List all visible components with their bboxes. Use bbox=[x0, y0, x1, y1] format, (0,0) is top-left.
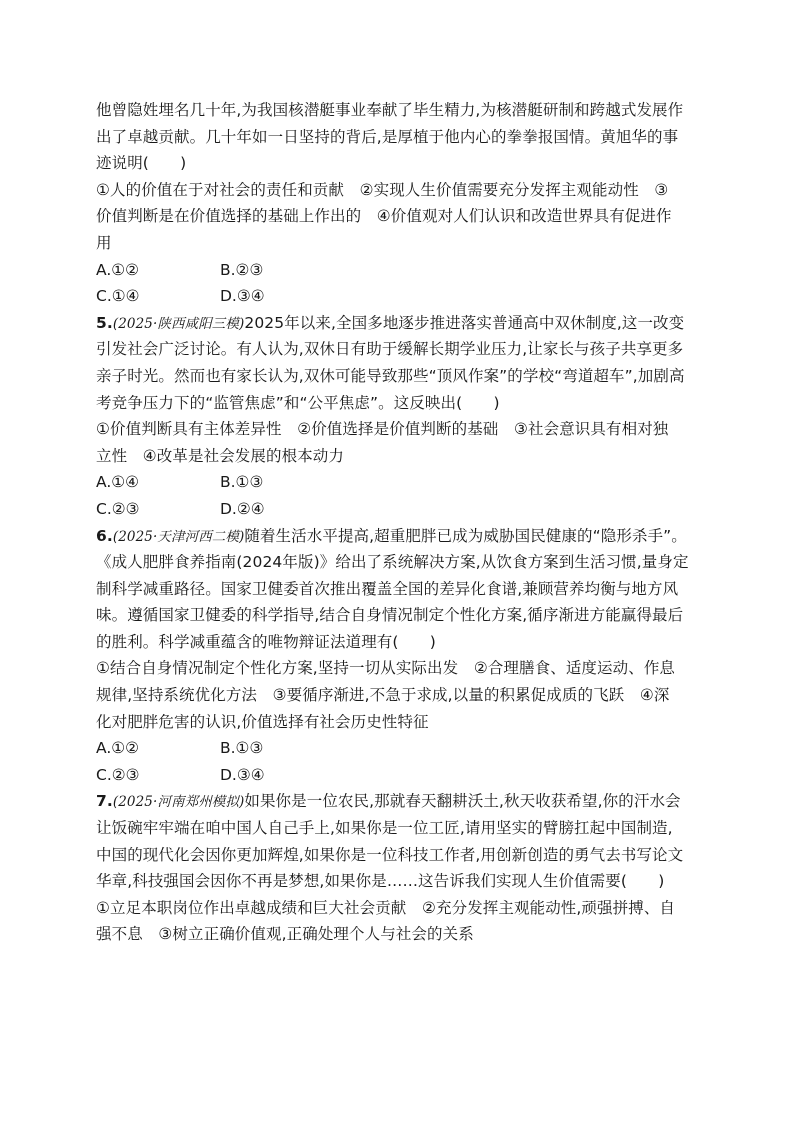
option-c[interactable]: C.②③ bbox=[96, 499, 140, 518]
question-4 bbox=[96, 97, 702, 310]
question-5-stem-line: 引发社会广泛讨论。有人认为,双休日有助于缓解长期学业压力,让家长与孩子共享更多 bbox=[96, 340, 684, 359]
question-6-stem-line: 味。遵循国家卫健委的科学指导,结合自身情况制定个性化方案,循序渐进方能赢得最后 bbox=[96, 606, 684, 625]
question-5-options-row bbox=[96, 496, 702, 523]
option-b[interactable]: B.①③ bbox=[220, 473, 264, 492]
question-7-stem-line: 让饭碗牢牢端在咱中国人自己手上,如果你是一位工匠,请用坚实的臂膀扛起中国制造, bbox=[96, 819, 673, 838]
question-6-statement-line: ①结合自身情况制定个性化方案,坚持一切从实际出发 ②合理膳食、适度运动、作息 bbox=[96, 659, 676, 678]
question-4-stem-line: 他曾隐姓埋名几十年,为我国核潜艇事业奉献了毕生精力,为核潜艇研制和跨越式发展作 bbox=[96, 101, 684, 119]
option-d[interactable]: D.③④ bbox=[220, 287, 265, 306]
question-7 bbox=[96, 788, 702, 948]
question-source: (2025·陕西咸阳三模) bbox=[112, 315, 245, 332]
option-b[interactable]: B.①③ bbox=[220, 739, 264, 758]
question-6-stem-line: 制科学减重路径。国家卫健委首次推出覆盖全国的差异化食谱,兼顾营养均衡与地方风 bbox=[96, 579, 679, 598]
question-7-stem-line: 中国的现代化会因你更加辉煌,如果你是一位科技工作者,用创新创造的勇气去书写论文 bbox=[96, 845, 684, 864]
option-a[interactable]: A.①④ bbox=[96, 473, 140, 492]
question-7-statement-line: ①立足本职岗位作出卓越成绩和巨大社会贡献 ②充分发挥主观能动性,顽强拼搏、自 bbox=[96, 898, 676, 917]
question-5-stem-line: 考竞争压力下的“监管焦虑”和“公平焦虑”。这反映出( ) bbox=[96, 393, 500, 412]
question-4-stem-line: 迹说明( ) bbox=[96, 154, 187, 173]
question-4-statement-line: ①人的价值在于对社会的责任和贡献 ②实现人生价值需要充分发挥主观能动性 ③ bbox=[96, 180, 669, 199]
option-a[interactable]: A.①② bbox=[96, 260, 140, 279]
question-6-statement-line: 化对肥胖危害的认识,价值选择有社会历史性特征 bbox=[96, 712, 429, 731]
question-6-first-line bbox=[96, 523, 702, 550]
question-7-statement-line: 强不息 ③树立正确价值观,正确处理个人与社会的关系 bbox=[96, 925, 474, 944]
question-7-first-line bbox=[96, 788, 702, 815]
question-5-statement-line: 立性 ④改革是社会发展的根本动力 bbox=[96, 446, 344, 465]
option-c[interactable]: C.②③ bbox=[96, 765, 140, 784]
question-number: 5. bbox=[96, 313, 113, 332]
exam-page bbox=[96, 97, 702, 948]
question-4-statement-line: 价值判断是在价值选择的基础上作出的 ④价值观对人们认识和改造世界具有促进作 bbox=[96, 207, 672, 226]
question-7-stem-start: 如果你是一位农民,那就春天翻耕沃土,秋天收获希望,你的汗水会 bbox=[244, 792, 681, 811]
question-number: 6. bbox=[96, 526, 113, 545]
question-6 bbox=[96, 523, 702, 789]
question-number: 7. bbox=[96, 792, 113, 811]
question-5-stem-start: 2025年以来,全国多地逐步推进落实普通高中双休制度,这一改变 bbox=[244, 313, 685, 332]
option-c[interactable]: C.①④ bbox=[96, 287, 140, 306]
question-source: (2025·河南郑州模拟) bbox=[112, 794, 245, 811]
option-a[interactable]: A.①② bbox=[96, 739, 140, 758]
question-6-stem-line: 的胜利。科学减重蕴含的唯物辩证法道理有( ) bbox=[96, 632, 436, 651]
question-6-options-row bbox=[96, 735, 702, 762]
option-d[interactable]: D.②④ bbox=[220, 499, 265, 518]
question-4-stem-line: 出了卓越贡献。几十年如一日坚持的背后,是厚植于他内心的拳拳报国情。黄旭华的事 bbox=[96, 127, 679, 146]
question-5 bbox=[96, 310, 702, 523]
question-5-first-line bbox=[96, 310, 702, 337]
question-6-statement-line: 规律,坚持系统优化方法 ③要循序渐进,不急于求成,以量的积累促成质的飞跃 ④深 bbox=[96, 686, 670, 705]
question-4-options-row bbox=[96, 257, 702, 284]
question-source: (2025·天津河西二模) bbox=[112, 528, 245, 545]
question-4-options-row bbox=[96, 283, 702, 310]
question-6-options-row bbox=[96, 762, 702, 789]
question-4-statement-line: 用 bbox=[96, 233, 112, 252]
option-b[interactable]: B.②③ bbox=[220, 260, 264, 279]
question-6-stem-start: 随着生活水平提高,超重肥胖已成为威胁国民健康的“隐形杀手”。 bbox=[244, 526, 687, 545]
question-6-stem-line: 《成人肥胖食养指南(2024年版)》给出了系统解决方案,从饮食方案到生活习惯,量身定 bbox=[96, 553, 689, 572]
question-7-stem-line: 华章,科技强国会因你不再是梦想,如果你是……这告诉我们实现人生价值需要( ) bbox=[96, 872, 665, 891]
question-5-stem-line: 亲子时光。然而也有家长认为,双休可能导致那些“顶风作案”的学校“弯道超车”,加剧高 bbox=[96, 366, 685, 385]
question-5-statement-line: ①价值判断具有主体差异性 ②价值选择是价值判断的基础 ③社会意识具有相对独 bbox=[96, 420, 669, 439]
option-d[interactable]: D.③④ bbox=[220, 765, 265, 784]
question-5-options-row bbox=[96, 469, 702, 496]
